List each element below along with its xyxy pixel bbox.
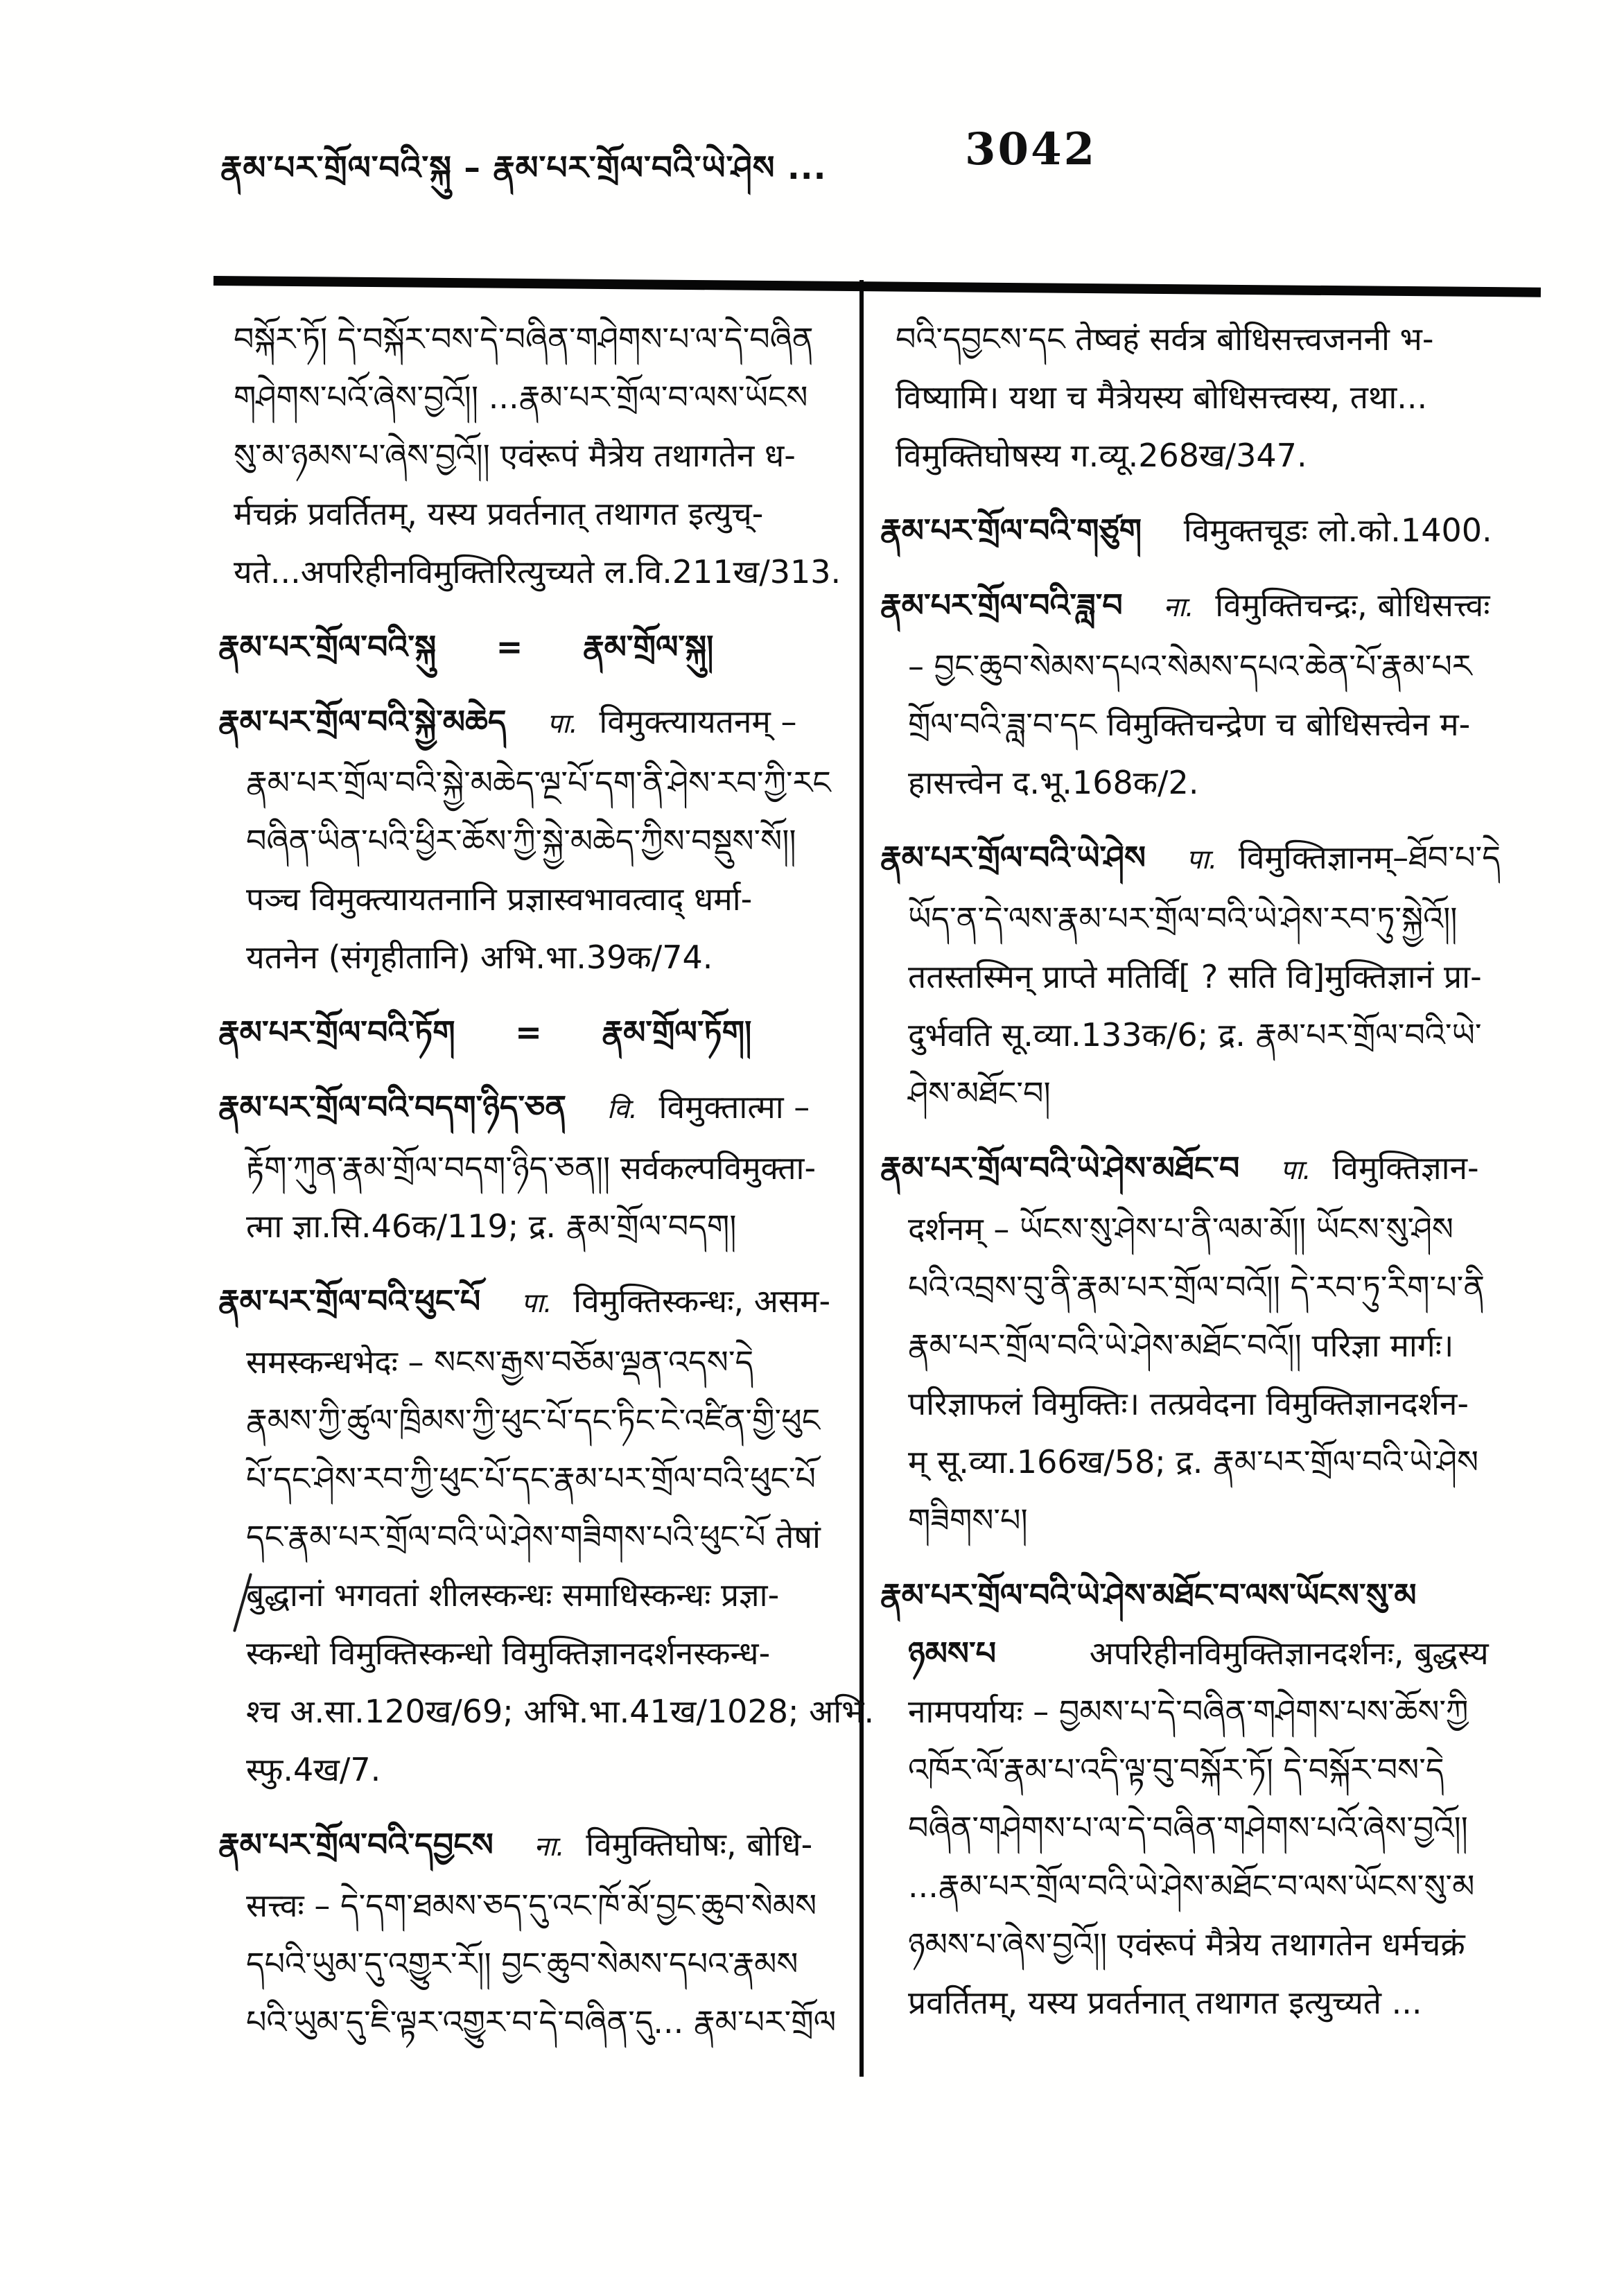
entry-line: པའི་འབྲས་བུ་ནི་རྣམ་པར་གྲོལ་བའོ།། དེ་རབ་ཏུ་རིག་པ་ནི bbox=[908, 1268, 1485, 1306]
entry-line: ཤེས་མཐོང་བ། bbox=[908, 1074, 1051, 1112]
cross-reference: རྣམ་གྲོལ་སྐུ། bbox=[582, 628, 714, 665]
entry-line: བཞིན་གཤེགས་པ་ལ་དེ་བཞིན་གཤེགས་པའོ་ཞེས་བྱའོ།། bbox=[908, 1809, 1468, 1847]
entry-headword: རྣམ་པར་གྲོལ་བའི་གཙུག bbox=[880, 512, 1142, 549]
entry-line: ཉམས་པ་ཞེས་བྱའོ།། एवंरूपं मैत्रेय तथागतेन धर्मचक्रं bbox=[908, 1926, 1465, 1963]
entry-headword: རྣམ་པར་གྲོལ་བའི་ཡེ་ཤེས bbox=[880, 839, 1146, 876]
entry-line: ཡོད་ན་དེ་ལས་རྣམ་པར་གྲོལ་བའི་ཡེ་ཤེས་རབ་ཏུ་སྐྱེའོ།། bbox=[908, 900, 1458, 937]
dict-entry bbox=[880, 576, 1549, 812]
entry-line bbox=[880, 576, 1549, 637]
entry-headword: རྣམ་པར་གྲོལ་བའི་བདག་ཉིད་ཅན bbox=[218, 1088, 567, 1126]
entry-line: प्रवर्तितम्, यस्य प्रवर्तनात् तथागत इत्युच्यते ... bbox=[908, 1984, 1422, 2021]
dict-entry bbox=[218, 1815, 846, 2051]
running-head: རྣམ་པར་གྲོལ་བའི་སྐུ – རྣམ་པར་གྲོལ་བའི་ཡེ་ཤེས ... bbox=[220, 149, 827, 187]
entry-equivalent: विमुक्त्यायतनम् – bbox=[599, 703, 797, 740]
entry-line: པོ་དང་ཤེས་རབ་ཀྱི་ཕུང་པོ་དང་རྣམ་པར་གྲོལ་བའི་ཕུང་པོ bbox=[246, 1460, 817, 1497]
dict-entry bbox=[218, 1003, 846, 1061]
entry-headword: རྣམ་པར་གྲོལ་བའི་ཡེ་ཤེས་མཐོང་བ bbox=[880, 1149, 1240, 1187]
dict-entry bbox=[218, 692, 846, 986]
entry-line: दुर्भवति सू.व्या.133क/6; द्र. རྣམ་པར་གྲོལ་བའི་ཡེ་ bbox=[908, 1016, 1482, 1054]
entry-line: – བྱང་ཆུབ་སེམས་དཔའ་སེམས་དཔའ་ཆེན་པོ་རྣམ་པར bbox=[908, 647, 1472, 685]
entry-equivalent: विमुक्तिचन्द्रः, बोधिसत्त्वः bbox=[1215, 586, 1490, 624]
entry-headword: རྣམ་པར་གྲོལ་བའི་ཡེ་ཤེས་མཐོང་བ་ལས་ཡོངས་སུ་མ bbox=[880, 1576, 1417, 1614]
entry-line: གྲོལ་བའི་ཟླ་བ་དང विमुक्तिचन्द्रेण च बोधिसत्त्वेन म- bbox=[908, 706, 1471, 743]
page-number: 3042 bbox=[965, 123, 1097, 175]
entry-line bbox=[880, 1566, 1549, 1624]
entry-line: बुद्धानां भगवतां शीलस्कन्धः समाधिस्कन्धः प्रज्ञा- bbox=[246, 1576, 780, 1614]
dict-entry bbox=[880, 1139, 1549, 1549]
entry-headword: རྣམ་པར་གྲོལ་བའི་ཟླ་བ bbox=[880, 586, 1123, 624]
entry-line bbox=[218, 1272, 846, 1333]
entry-equivalent: विमुक्तिस्कन्धः, असम- bbox=[573, 1282, 831, 1320]
entry-line: ततस्तस्मिन् प्राप्ते मतिर्वि[ ? सति वि]मुक्तिज्ञानं प्रा- bbox=[908, 958, 1482, 995]
entry-grammar-tag: ना. bbox=[534, 1831, 565, 1862]
equals-sign: = bbox=[496, 628, 523, 665]
entry-line: བའི་དབྱངས་དང तेष्वहं सर्वत्र बोधिसत्त्वजननी भ- bbox=[896, 320, 1434, 358]
entry-line bbox=[218, 1003, 846, 1061]
entry-line: འཁོར་ལོ་རྣམ་པ་འདི་ལྟ་བུ་བསྐོར་ཏོ། དེ་བསྐོར་བས་དེ bbox=[908, 1751, 1444, 1788]
entry-line: त्मा ज्ञा.सि.46क/119; द्र. རྣམ་གྲོལ་བདག། bbox=[246, 1207, 737, 1245]
entry-line: दर्शनम् – ཡོངས་སུ་ཤེས་པ་ནི་ལམ་མོ།། ཡོངས་སུ་ཤེས bbox=[908, 1210, 1453, 1248]
entry-equivalent: अपरिहीनविमुक्तिज्ञानदर्शनः, बुद्धस्य bbox=[1089, 1634, 1489, 1672]
entry-headword: རྣམ་པར་གྲོལ་བའི་དབྱངས bbox=[218, 1826, 494, 1863]
entry-line bbox=[880, 501, 1549, 559]
dict-entry bbox=[218, 618, 846, 676]
dict-entry bbox=[880, 1566, 1549, 2032]
entry-line: सत्त्वः – དེ་དག་ཐམས་ཅད་དུ་འང་ཁོ་མོ་བྱང་ཆུབ་སེམས bbox=[246, 1887, 817, 1924]
entry-line: समस्कन्धभेदः – སངས་རྒྱས་བཅོམ་ལྡན་འདས་དེ bbox=[246, 1343, 754, 1381]
entry-line: नामपर्यायः – བྱམས་པ་དེ་བཞིན་གཤེགས་པས་ཆོས་ཀྱི bbox=[908, 1693, 1469, 1730]
entry-line: བསྐོར་ཏོ། དེ་བསྐོར་བས་དེ་བཞིན་གཤེགས་པ་ལ་དེ་བཞིན bbox=[234, 320, 814, 358]
entry-line: यते...अपरिहीनविमुक्तिरित्युच्यते ल.वि.211ख/313. bbox=[234, 553, 841, 591]
entry-headword: རྣམ་པར་གྲོལ་བའི་སྐྱེ་མཆེད bbox=[218, 703, 507, 740]
entry-line bbox=[880, 1624, 1549, 1682]
entry-line: གཟིགས་པ། bbox=[908, 1501, 1028, 1539]
entry-headword-continued: ཉམས་པ bbox=[908, 1634, 997, 1672]
entry-line: དང་རྣམ་པར་གྲོལ་བའི་ཡེ་ཤེས་གཟིགས་པའི་ཕུང་པོ तेषां bbox=[246, 1518, 821, 1555]
entry-line: པའི་ཡུམ་དུ་ཇི་ལྟར་འགྱུར་བ་དེ་བཞིན་དུ... རྣམ་པར་གྲོལ bbox=[246, 2003, 837, 2041]
continued-entry-text bbox=[218, 310, 846, 601]
column-divider-rule bbox=[859, 280, 864, 2077]
entry-equivalent: विमुक्तचूडः लो.को.1400. bbox=[1183, 512, 1492, 549]
dict-entry bbox=[880, 501, 1549, 559]
entry-headword: རྣམ་པར་གྲོལ་བའི་ཕུང་པོ bbox=[218, 1282, 481, 1320]
continued-entry-text bbox=[880, 310, 1549, 485]
entry-grammar-tag: पा. bbox=[547, 708, 578, 740]
entry-line: स्कन्धो विमुक्तिस्कन्धो विमुक्तिज्ञानदर्शनस्कन्ध- bbox=[246, 1634, 771, 1672]
entry-line: གཤེགས་པའོ་ཞེས་བྱའོ།། ...རྣམ་པར་གྲོལ་བ་ལས་ཡོངས bbox=[234, 378, 808, 416]
entry-line: विष्यामि। यथा च मैत्रेयस्य बोधिसत्त्वस्य, तथा... bbox=[896, 378, 1428, 416]
entry-line: རྟོག་ཀུན་རྣམ་གྲོལ་བདག་ཉིད་ཅན།། सर्वकल्पविमुक्ता- bbox=[246, 1149, 817, 1187]
entry-grammar-tag: पा. bbox=[1186, 844, 1218, 875]
entry-line: ...རྣམ་པར་གྲོལ་བའི་ཡེ་ཤེས་མཐོང་བ་ལས་ཡོངས་སུ་མ bbox=[908, 1867, 1475, 1905]
dict-entry bbox=[880, 828, 1549, 1122]
entry-equivalent: विमुक्तात्मा – bbox=[658, 1088, 810, 1126]
dict-entry bbox=[218, 1078, 846, 1255]
entry-line bbox=[218, 618, 846, 676]
entry-headword: རྣམ་པར་གྲོལ་བའི་སྐུ bbox=[218, 628, 437, 665]
entry-line bbox=[880, 828, 1549, 889]
entry-equivalent: विमुक्तिज्ञानम्–ཐོབ་པ་དེ bbox=[1238, 839, 1501, 876]
entry-equivalent: विमुक्तिघोषः, बोधि- bbox=[586, 1826, 813, 1863]
entry-line: རྣམ་པར་གྲོལ་བའི་སྐྱེ་མཆེད་ལྔ་པོ་དག་ནི་ཤེས་རབ་ཀྱི་རང bbox=[246, 764, 831, 801]
entry-line: བཞིན་ཡིན་པའི་ཕྱིར་ཆོས་ཀྱི་སྐྱེ་མཆེད་ཀྱིས་བསྡུས་སོ།། bbox=[246, 822, 796, 860]
entry-grammar-tag: पा. bbox=[1280, 1155, 1311, 1186]
entry-grammar-tag: ना. bbox=[1163, 592, 1194, 623]
entry-line: རྣམས་ཀྱི་ཚུལ་ཁྲིམས་ཀྱི་ཕུང་པོ་དང་ཏིང་ངེ་འཛིན་གྱི་ཕུང bbox=[246, 1402, 821, 1439]
entry-grammar-tag: वि. bbox=[606, 1094, 638, 1125]
entry-headword: རྣམ་པར་གྲོལ་བའི་ཏོག bbox=[218, 1013, 455, 1051]
entry-line bbox=[218, 1078, 846, 1139]
equals-sign: = bbox=[515, 1013, 542, 1051]
entry-line: परिज्ञाफलं विमुक्तिः। तत्प्रवेदना विमुक्तिज्ञानदर्शन- bbox=[908, 1385, 1469, 1422]
dict-entry bbox=[218, 1272, 875, 1799]
entry-grammar-tag: पा. bbox=[521, 1288, 552, 1319]
entry-line: विमुक्तिघोषस्य ग.व्यू.268ख/347. bbox=[896, 437, 1307, 474]
entry-line: र्मचक्रं प्रवर्तितम्, यस्य प्रवर्तनात् तथागत इत्युच्- bbox=[234, 495, 764, 532]
entry-line bbox=[218, 692, 846, 753]
header-rule bbox=[213, 276, 1541, 297]
entry-line bbox=[880, 1139, 1549, 1200]
entry-line: དཔའི་ཡུམ་དུ་འགྱུར་རོ།། བྱང་ཆུབ་སེམས་དཔའ་རྣམས bbox=[246, 1945, 798, 1982]
entry-line: पञ्च विमुक्त्यायतनानि प्रज्ञास्वभावत्वाद् धर्मा- bbox=[246, 880, 753, 918]
entry-line: हासत्त्वेन द.भू.168क/2. bbox=[908, 764, 1199, 801]
entry-equivalent: विमुक्तिज्ञान- bbox=[1332, 1149, 1479, 1187]
entry-line: म् सू.व्या.166ख/58; द्र. རྣམ་པར་གྲོལ་བའི་ཡེ་ཤེས bbox=[908, 1443, 1479, 1481]
entry-line: यतनेन (संगृहीतानि) अभि.भा.39क/74. bbox=[246, 939, 713, 976]
entry-line bbox=[218, 1815, 846, 1876]
entry-line: श्च अ.सा.120ख/69; अभि.भा.41ख/1028; अभि. bbox=[246, 1693, 875, 1730]
entry-line: སུ་མ་ཉམས་པ་ཞེས་བྱའོ།། एवंरूपं मैत्रेय तथागतेन ध- bbox=[234, 437, 796, 474]
cross-reference: རྣམ་གྲོལ་ཏོག། bbox=[602, 1013, 752, 1051]
left-column bbox=[218, 310, 875, 2051]
entry-line: स्फु.4ख/7. bbox=[246, 1751, 381, 1788]
entry-line: རྣམ་པར་གྲོལ་བའི་ཡེ་ཤེས་མཐོང་བའོ།། परिज्ञा मार्गः। bbox=[908, 1327, 1454, 1364]
right-column bbox=[880, 310, 1549, 2032]
